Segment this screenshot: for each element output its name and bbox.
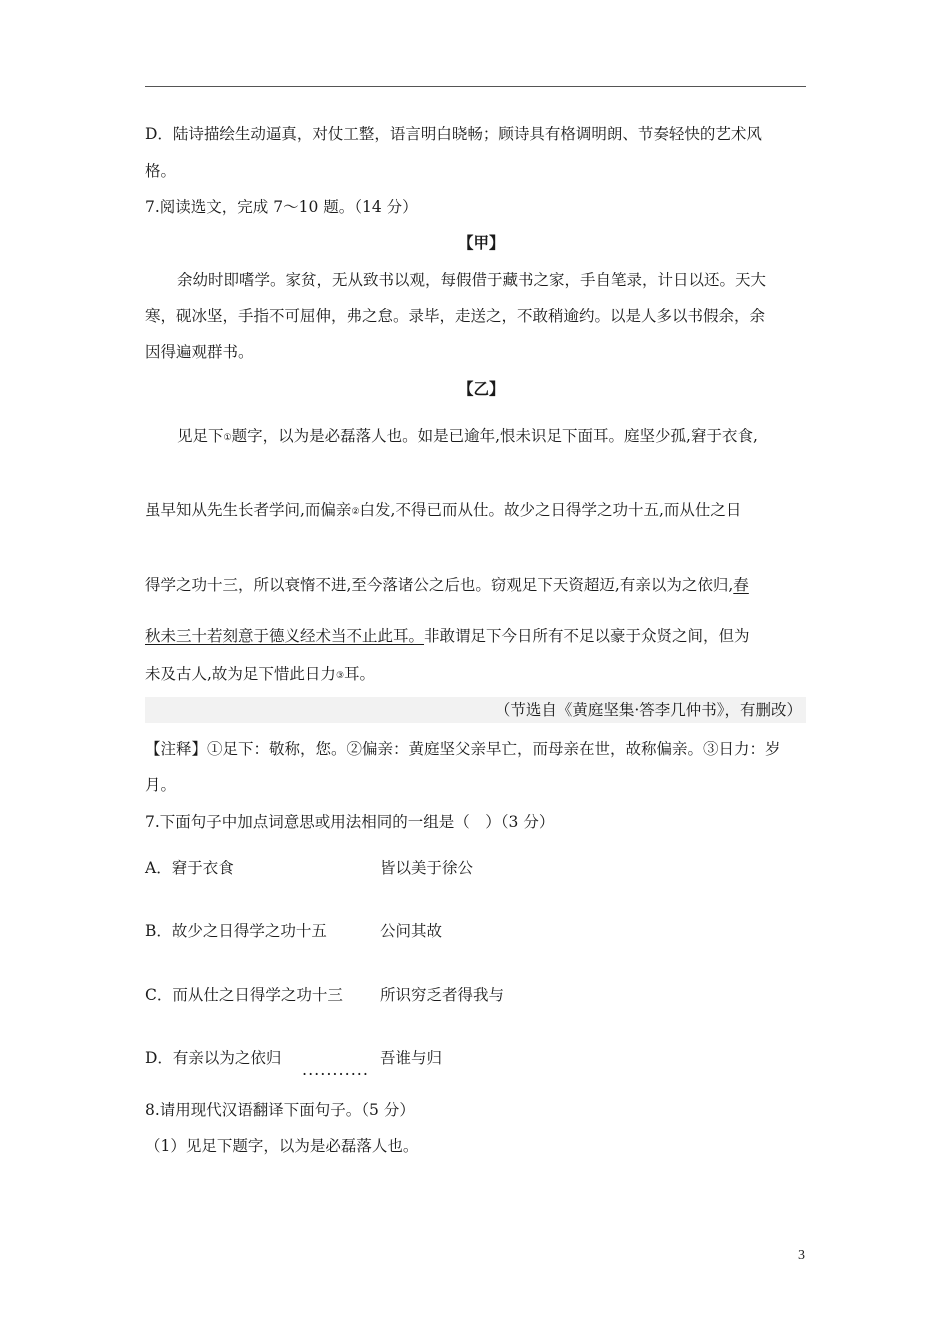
passage-jia-title: 【甲】 — [458, 233, 505, 252]
underlined-sentence-start: 春 — [733, 576, 749, 594]
passage-jia-line: 余幼时即嗜学。家贫，无从致书以观，每假借于藏书之家，手自笔录，计日以还。天大 — [177, 271, 767, 289]
option-b-right: 公问其故 — [380, 922, 443, 940]
passage-yi-line5 — [145, 664, 375, 686]
text: 白发,不得已而从仕。故少之日得学之功十五,而从仕之日 — [359, 501, 742, 519]
footnote-marker-2: ② — [351, 507, 360, 517]
text: 虽早知从先生长者学问,而偏亲 — [145, 501, 352, 519]
text: 未及古人,故为足下惜此日力 — [145, 665, 336, 683]
passage-yi-line4 — [145, 626, 750, 646]
source-citation: （节选自《黄庭坚集·答李几仲书》，有删改） — [494, 701, 802, 719]
question-8-item-1: （1）见足下题字，以为是必磊落人也。 — [145, 1137, 419, 1155]
text: 题字，以为是必磊落人也。如是已逾年,恨未识足下面耳。庭坚少孤,窘于衣食, — [231, 427, 758, 445]
passage-yi-line1 — [177, 426, 758, 448]
annotation-line2: 月。 — [145, 776, 177, 794]
passage-yi-line3 — [145, 575, 749, 595]
option-b-left: B．故少之日得学之功十五 — [145, 922, 327, 940]
text: 非敢谓足下今日所有不足以豪于众贤之间，但为 — [424, 627, 750, 645]
emphasis-dots: ........... — [302, 1060, 369, 1079]
header-rule — [145, 86, 806, 87]
underlined-sentence: 秋未三十若刻意于德义经术当不止此耳。 — [145, 627, 425, 645]
option-a-left: A．窘于衣食 — [145, 859, 234, 877]
annotation-line1: 【注释】①足下：敬称，您。②偏亲：黄庭坚父亲早亡，而母亲在世，故称偏亲。③日力：岁 — [145, 740, 781, 758]
passage-jia-line: 寒，砚冰坚，手指不可屈伸，弗之怠。录毕，走送之，不敢稍逾约。以是人多以书假余，余 — [145, 307, 766, 325]
option-c-right: 所识穷乏者得我与 — [380, 986, 505, 1004]
question-7-stem: 7.下面句子中加点词意思或用法相同的一组是（ ）（3 分） — [145, 813, 555, 831]
text: 见足下 — [177, 427, 224, 445]
option-d-previous-line2: 格。 — [145, 162, 177, 180]
footnote-marker-1: ① — [223, 433, 232, 443]
footnote-marker-3: ③ — [335, 671, 345, 681]
text: 耳。 — [344, 665, 376, 683]
option-d-left: D．有亲以为之依归 — [145, 1049, 282, 1067]
option-a-right: 皆以美于徐公 — [380, 859, 474, 877]
question-7-header: 7.阅读选文，完成 7～10 题。（14 分） — [145, 198, 418, 216]
text: 得学之功十三，所以衰惰不进,至今落诸公之后也。窃观足下天资超迈,有亲以为之依归, — [145, 576, 734, 594]
option-c-left: C．而从仕之日得学之功十三 — [145, 986, 343, 1004]
option-d-right: 吾谁与归 — [380, 1049, 443, 1067]
question-8-stem: 8.请用现代汉语翻译下面句子。（5 分） — [145, 1101, 415, 1119]
option-d-previous-line1: D．陆诗描绘生动逼真，对仗工整，语言明白晓畅；顾诗具有格调明朗、节奏轻快的艺术风 — [145, 125, 762, 143]
page-number: 3 — [798, 1248, 805, 1263]
passage-yi-title: 【乙】 — [458, 379, 505, 398]
passage-yi-line2 — [145, 500, 741, 522]
passage-jia-line: 因得遍观群书。 — [145, 343, 254, 361]
